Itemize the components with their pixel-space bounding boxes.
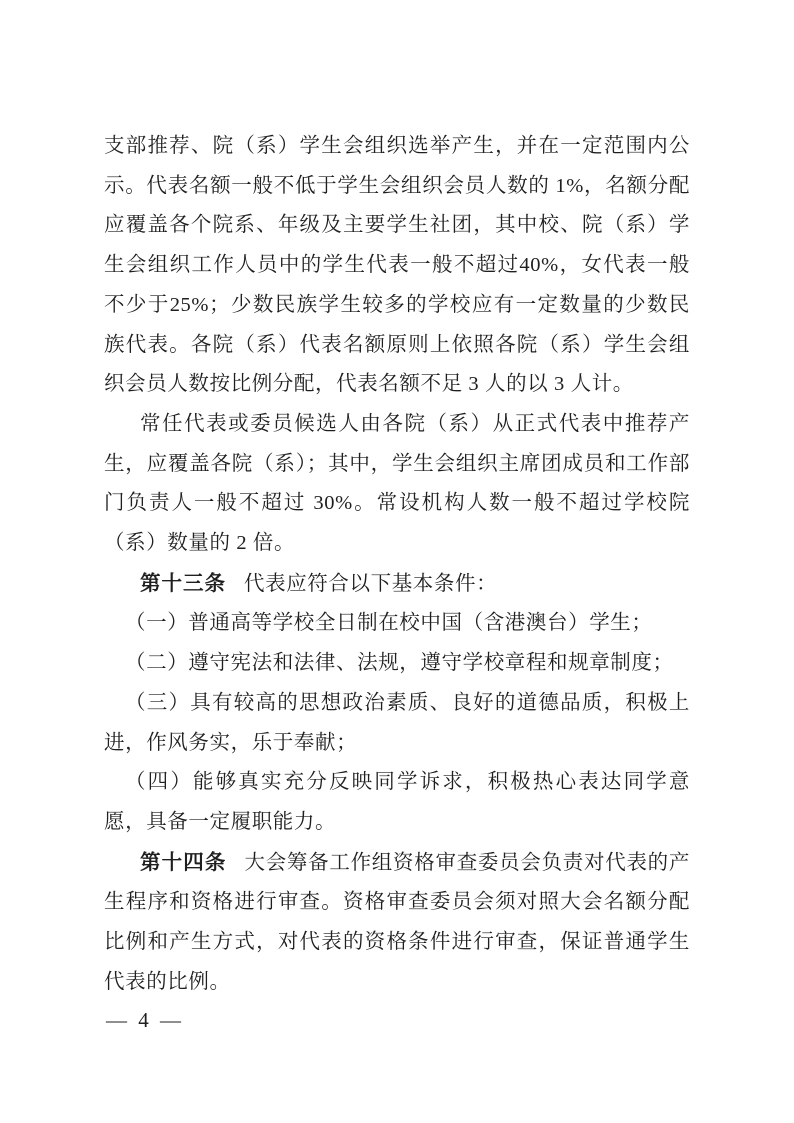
article-13-number: 第十三条: [140, 571, 226, 595]
article-14-number: 第十四条: [140, 850, 227, 874]
paragraph-article-14: [104, 843, 690, 1003]
article-14-text: 大会筹备工作组资格审查委员会负责对代表的产生程序和资格进行审查。资格审查委员会须对照大会名额分配比例和产生方式，对代表的资格条件进行审查，保证普通学生代表的比例。: [104, 851, 690, 993]
paragraph-standing-delegates: 常任代表或委员候选人由各院（系）从正式代表中推荐产生，应覆盖各院（系）；其中，学生会组织主席团成员和工作部门负责人一般不超过 30%。常设机构人数一般不超过学校院（系）数量的 2 倍。: [104, 412, 690, 555]
clause-1: （一）普通高等学校全日制在校中国（含港澳台）学生；: [125, 612, 653, 635]
clause-3: （三）具有较高的思想政治素质、良好的道德品质，积极上进，作风务实，乐于奉献；: [104, 691, 690, 754]
document-body: [104, 127, 690, 1002]
paragraph-article-13: [104, 564, 690, 605]
article-13-text: 代表应符合以下基本条件：: [244, 572, 498, 595]
page-number: — 4 —: [106, 1008, 184, 1032]
clause-4: （四）能够真实充分反映同学诉求，积极热心表达同学意愿，具备一定履职能力。: [104, 771, 690, 833]
paragraph-delegate-quota: 支部推荐、院（系）学生会组织选举产生，并在一定范围内公示。代表名额一般不低于学生会组织会员人数的 1%，名额分配应覆盖各个院系、年级及主要学生社团，其中校、院（系）学生会组织工作人员中的学生代表一般不超过40%，女代表一般不少于25%；少数民族学生较多的学校应有一定数量的少数民族代表。各院（系）代表名额原则上依照各院（系）学生会组织会员人数按比例分配，代表名额不足 3 人的以 3 人计。: [104, 135, 690, 396]
clause-2: （二）遵守宪法和法律、法规，遵守学校章程和规章制度；: [125, 652, 674, 675]
